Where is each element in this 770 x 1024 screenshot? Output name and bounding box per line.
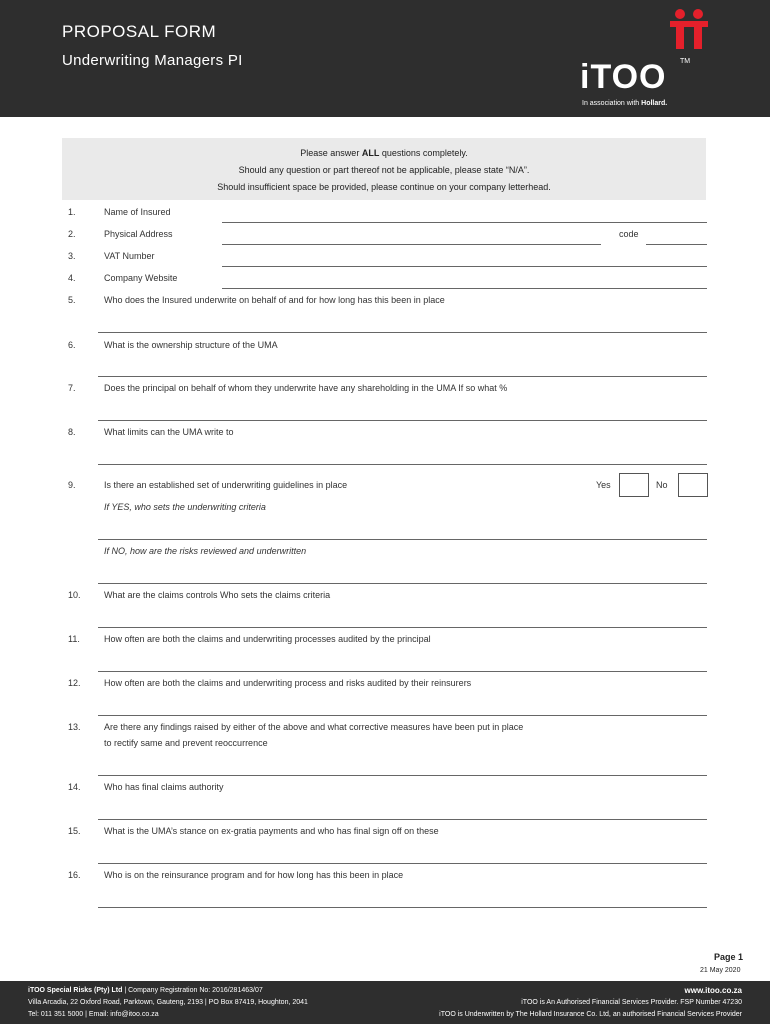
question-label: Who does the Insured underwrite on behalf of and for how long has this been in place xyxy=(104,295,445,305)
answer-field-company-website[interactable] xyxy=(222,288,707,289)
question-number: 8. xyxy=(68,427,76,437)
code-label: code xyxy=(619,229,639,239)
logo-figures-icon xyxy=(670,8,710,50)
logo-trademark: TM xyxy=(680,58,691,65)
question-label: How often are both the claims and underwriting process and risks audited by their reinsurers xyxy=(104,678,472,688)
footer-underwriter: iTOO is Underwritten by The Hollard Insurance Co. Ltd, an authorised Financial Services Provider xyxy=(439,1011,742,1018)
answer-field[interactable] xyxy=(98,332,707,333)
logo-wordmark: iTOO xyxy=(580,58,667,96)
footer-fsp: iTOO is An Authorised Financial Services Provider. FSP Number 47230 xyxy=(521,999,742,1006)
question-label: How often are both the claims and underwriting processes audited by the principal xyxy=(104,634,431,644)
logo-association: In association with Hollard. xyxy=(582,100,668,107)
question-label: What are the claims controls Who sets the claims criteria xyxy=(104,590,331,600)
question-label: VAT Number xyxy=(104,251,155,261)
question-number: 12. xyxy=(68,678,81,688)
sub-question-no: If NO, how are the risks reviewed and underwritten xyxy=(104,546,307,556)
answer-field[interactable] xyxy=(98,863,707,864)
no-label: No xyxy=(656,480,668,490)
question-label: Are there any findings raised by either of the above and what corrective measures have been put in place xyxy=(104,722,524,732)
document-date: 21 May 2020 xyxy=(700,967,741,974)
question-number: 6. xyxy=(68,340,76,350)
question-number: 11. xyxy=(68,634,80,644)
question-number: 9. xyxy=(68,480,76,490)
answer-field[interactable] xyxy=(98,420,707,421)
page-number: Page 1 xyxy=(714,952,744,962)
answer-field[interactable] xyxy=(98,627,707,628)
question-number: 10. xyxy=(68,590,81,600)
answer-field[interactable] xyxy=(98,376,707,377)
footer-company: iTOO Special Risks (Pty) Ltd | Company Registration No: 2016/281463/07 xyxy=(28,987,263,994)
no-checkbox[interactable] xyxy=(678,473,708,497)
question-label: Company Website xyxy=(104,273,178,283)
answer-field[interactable] xyxy=(98,539,707,540)
itoo-logo xyxy=(580,8,730,113)
question-number: 13. xyxy=(68,722,81,732)
question-number: 15. xyxy=(68,826,81,836)
answer-field-name-of-insured[interactable] xyxy=(222,222,707,223)
answer-field[interactable] xyxy=(98,671,707,672)
answer-field[interactable] xyxy=(98,907,707,908)
instruction-line-3: Should insufficient space be provided, please continue on your company letterhead. xyxy=(217,182,551,192)
sub-question-yes: If YES, who sets the underwriting criteria xyxy=(104,502,266,512)
question-label: What is the UMA’s stance on ex-gratia payments and who has final sign off on these xyxy=(104,826,439,836)
footer-contact: Tel: 011 351 5000 | Email: info@itoo.co.za xyxy=(28,1011,159,1018)
answer-field[interactable] xyxy=(98,464,707,465)
form-subtitle: Underwriting Managers PI xyxy=(62,52,243,69)
question-number: 5. xyxy=(68,295,76,305)
yes-label: Yes xyxy=(596,480,611,490)
instructions-panel xyxy=(62,138,706,200)
answer-field-physical-address[interactable] xyxy=(222,244,601,245)
answer-field[interactable] xyxy=(98,819,707,820)
question-label: Physical Address xyxy=(104,229,173,239)
form-title: PROPOSAL FORM xyxy=(62,22,217,41)
question-number: 3. xyxy=(68,251,76,261)
footer-website: www.itoo.co.za xyxy=(684,986,742,995)
question-number: 14. xyxy=(68,782,81,792)
question-number: 16. xyxy=(68,870,81,880)
question-number: 7. xyxy=(68,383,76,393)
instruction-line-1: Please answer ALL questions completely. xyxy=(300,148,468,158)
instruction-line-2: Should any question or part thereof not be applicable, please state “N/A”. xyxy=(238,165,530,175)
answer-field[interactable] xyxy=(98,775,707,776)
question-label: Who is on the reinsurance program and for how long has this been in place xyxy=(104,870,404,880)
answer-field-code[interactable] xyxy=(646,244,707,245)
answer-field[interactable] xyxy=(98,715,707,716)
answer-field-vat-number[interactable] xyxy=(222,266,707,267)
question-number: 1. xyxy=(68,207,76,217)
page-footer xyxy=(0,981,770,1024)
question-label: Is there an established set of underwriting guidelines in place xyxy=(104,480,348,490)
footer-address: Villa Arcadia, 22 Oxford Road, Parktown, Gauteng, 2193 | PO Box 87419, Houghton, 2041 xyxy=(28,999,308,1006)
question-label: Name of Insured xyxy=(104,207,171,217)
question-label: Does the principal on behalf of whom they underwrite have any shareholding in the UMA If so what % xyxy=(104,383,508,393)
question-number: 4. xyxy=(68,273,76,283)
question-label: What limits can the UMA write to xyxy=(104,427,234,437)
question-number: 2. xyxy=(68,229,76,239)
question-label: Who has final claims authority xyxy=(104,782,224,792)
yes-checkbox[interactable] xyxy=(619,473,649,497)
question-label-continued: to rectify same and prevent reoccurrence xyxy=(104,738,268,748)
page-header xyxy=(0,0,770,117)
answer-field[interactable] xyxy=(98,583,707,584)
question-label: What is the ownership structure of the UMA xyxy=(104,340,278,350)
